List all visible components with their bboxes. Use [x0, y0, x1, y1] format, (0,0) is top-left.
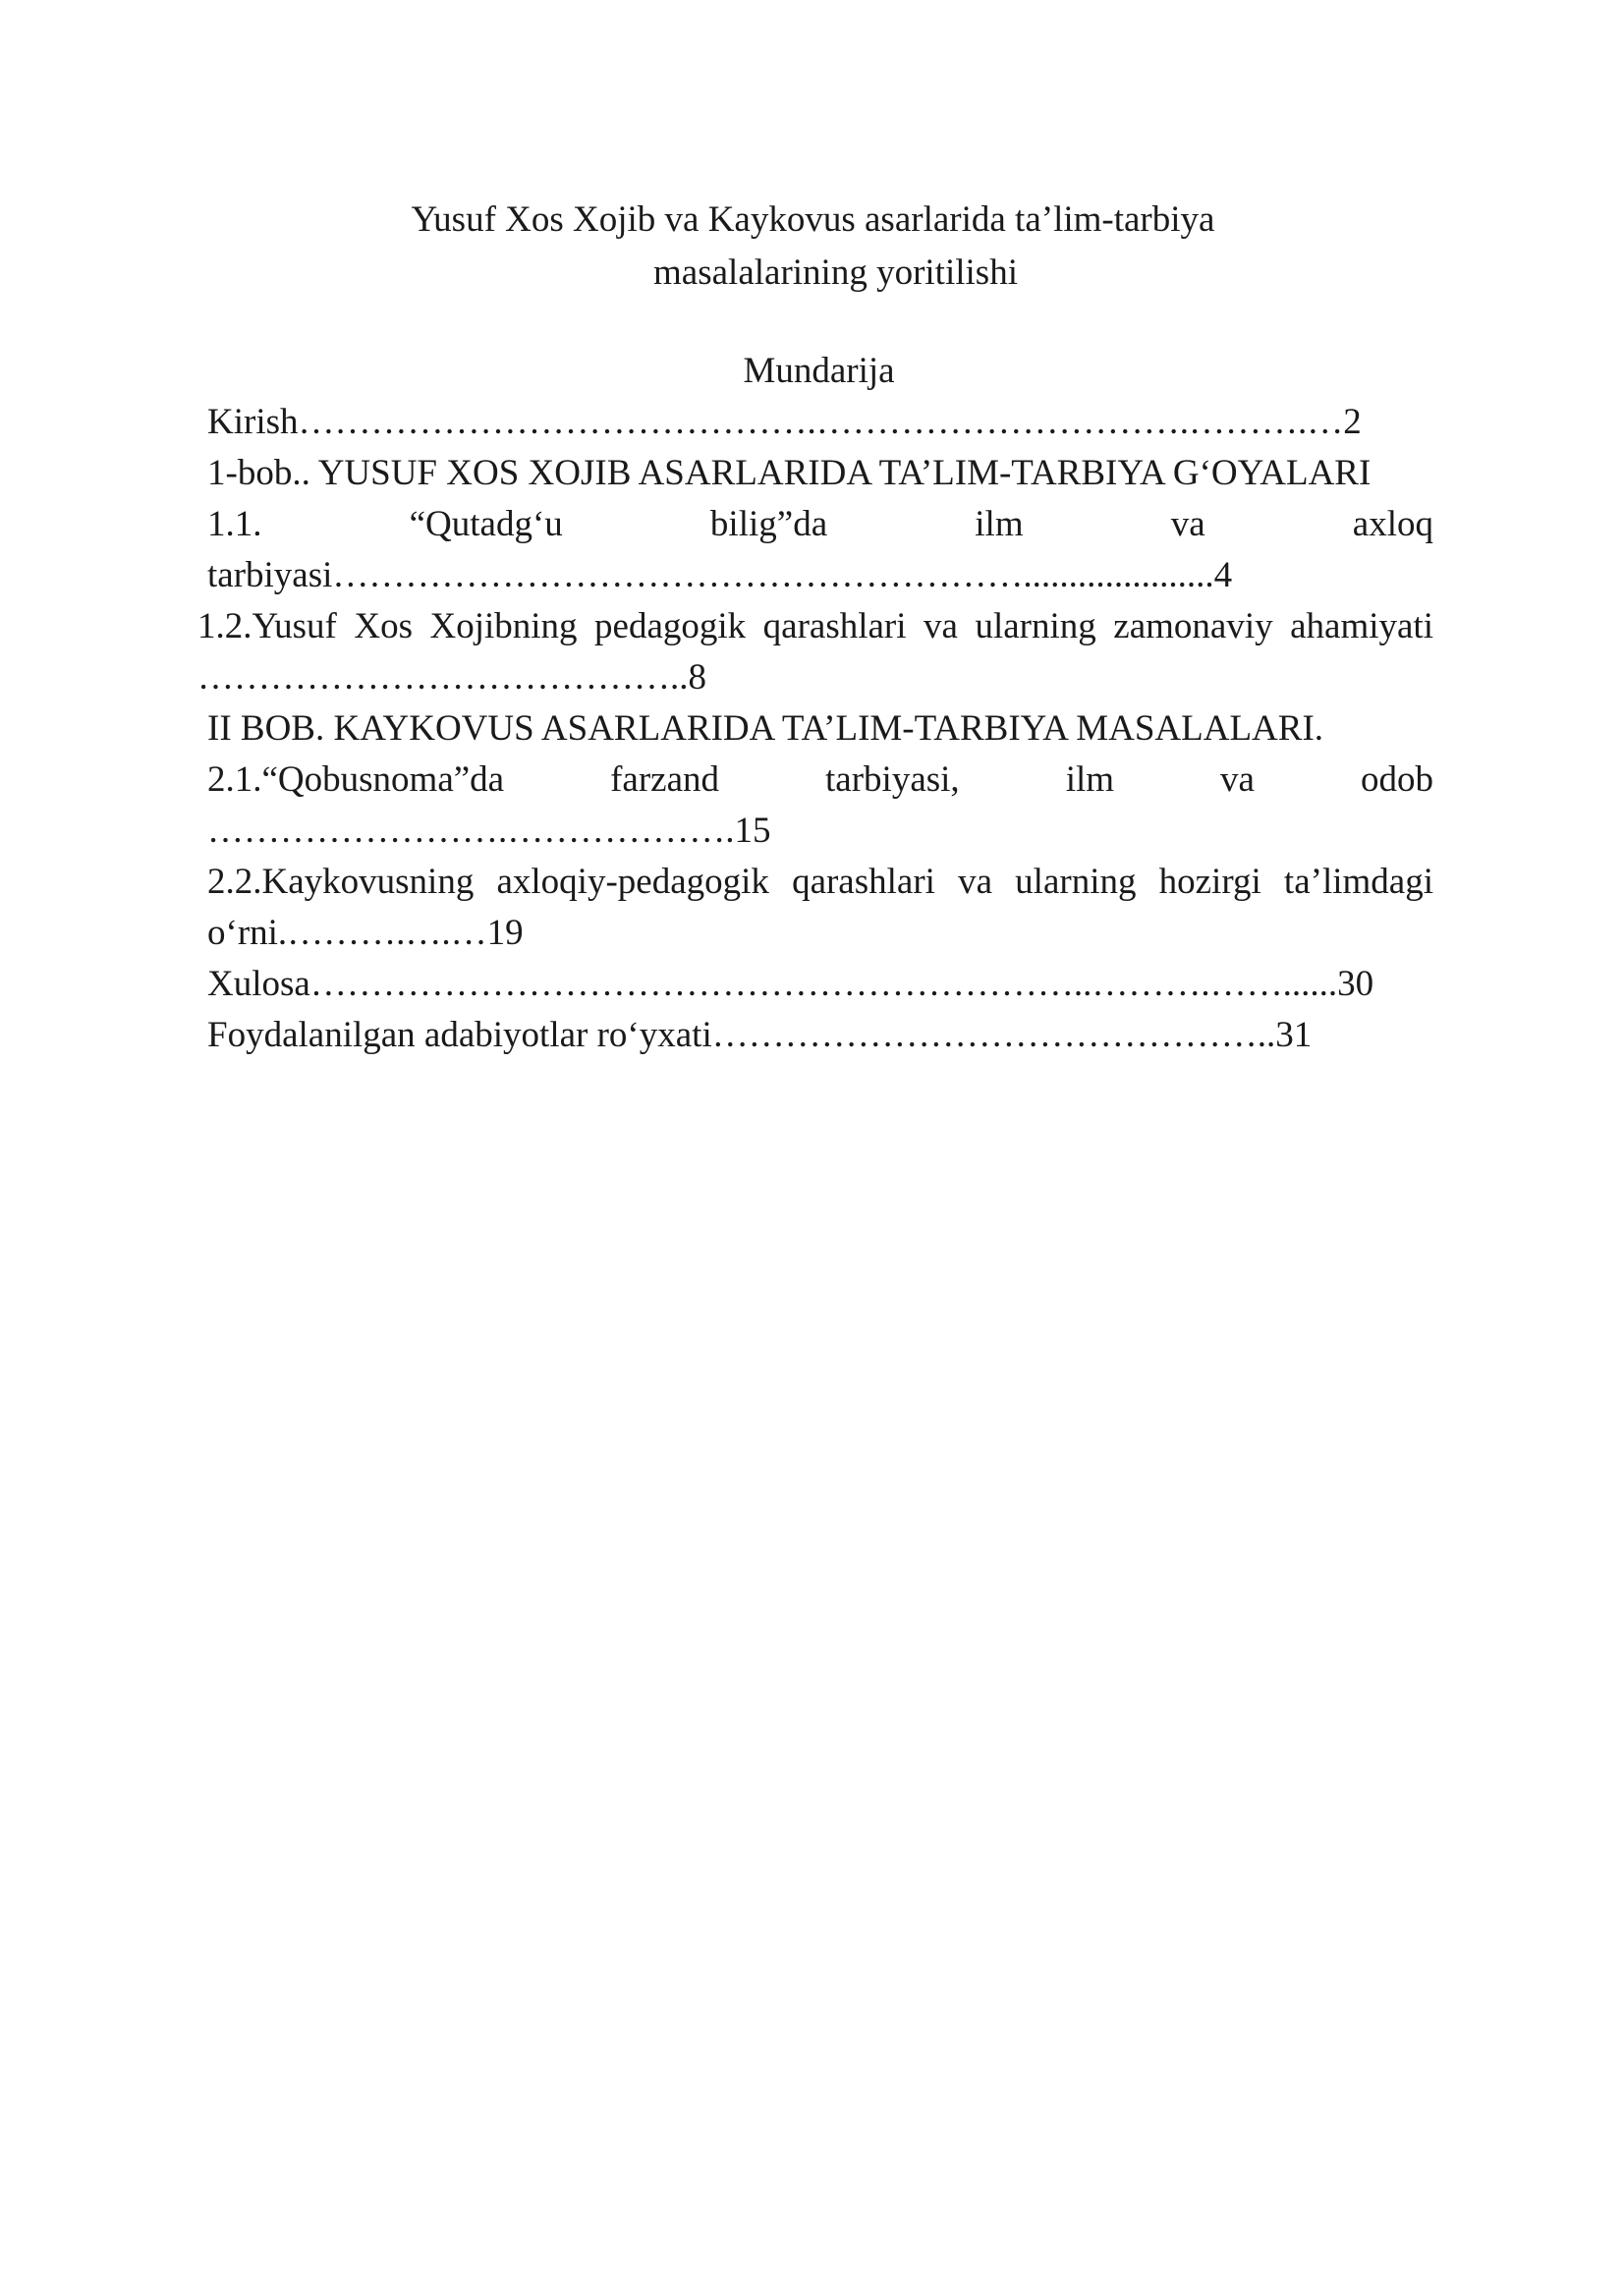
toc-entry-introduction: Kirish…………………………………….………………………….……….…2 [207, 402, 1362, 442]
document-title-line-1: Yusuf Xos Xojib va Kaykovus asarlarida ta’lim-tarbiya [411, 199, 1215, 240]
toc-entry-section-1-1: 1.1. “Qutadg‘u bilig”da ilm va axloq tarbiyasi………………………………………………….....................4 [207, 504, 1433, 595]
toc-entry-section-1-2: 1.2.Yusuf Xos Xojibning pedagogik qarashlari va ularning zamonaviy ahamiyati …………………………………..8 [197, 606, 1433, 698]
toc-entry-chapter-2: II BOB. KAYKOVUS ASARLARIDA TA’LIM-TARBIYA MASALALARI. [207, 708, 1324, 749]
document-title-line-2: masalalarining yoritilishi [653, 252, 1018, 293]
toc-heading: Mundarija [743, 351, 895, 391]
table-of-contents [197, 397, 1433, 1061]
toc-entry-section-2-2: 2.2.Kaykovusning axloqiy-pedagogik qarashlari va ularning hozirgi ta’limdagi o‘rni.……….….…19 [207, 862, 1433, 953]
toc-entry-section-2-1: 2.1.“Qobusnoma”da farzand tarbiyasi, ilm va odob …………………….……………….15 [207, 759, 1433, 851]
toc-entry-conclusion: Xulosa………………………………………………………..……….……......30 [207, 964, 1374, 1004]
toc-entry-references: Foydalanilgan adabiyotlar ro‘yxati………………………………………..31 [207, 1015, 1313, 1055]
toc-entry-chapter-1: 1-bob.. YUSUF XOS XOJIB ASARLARIDA TA’LIM-TARBIYA G‘OYALARI [207, 453, 1372, 493]
